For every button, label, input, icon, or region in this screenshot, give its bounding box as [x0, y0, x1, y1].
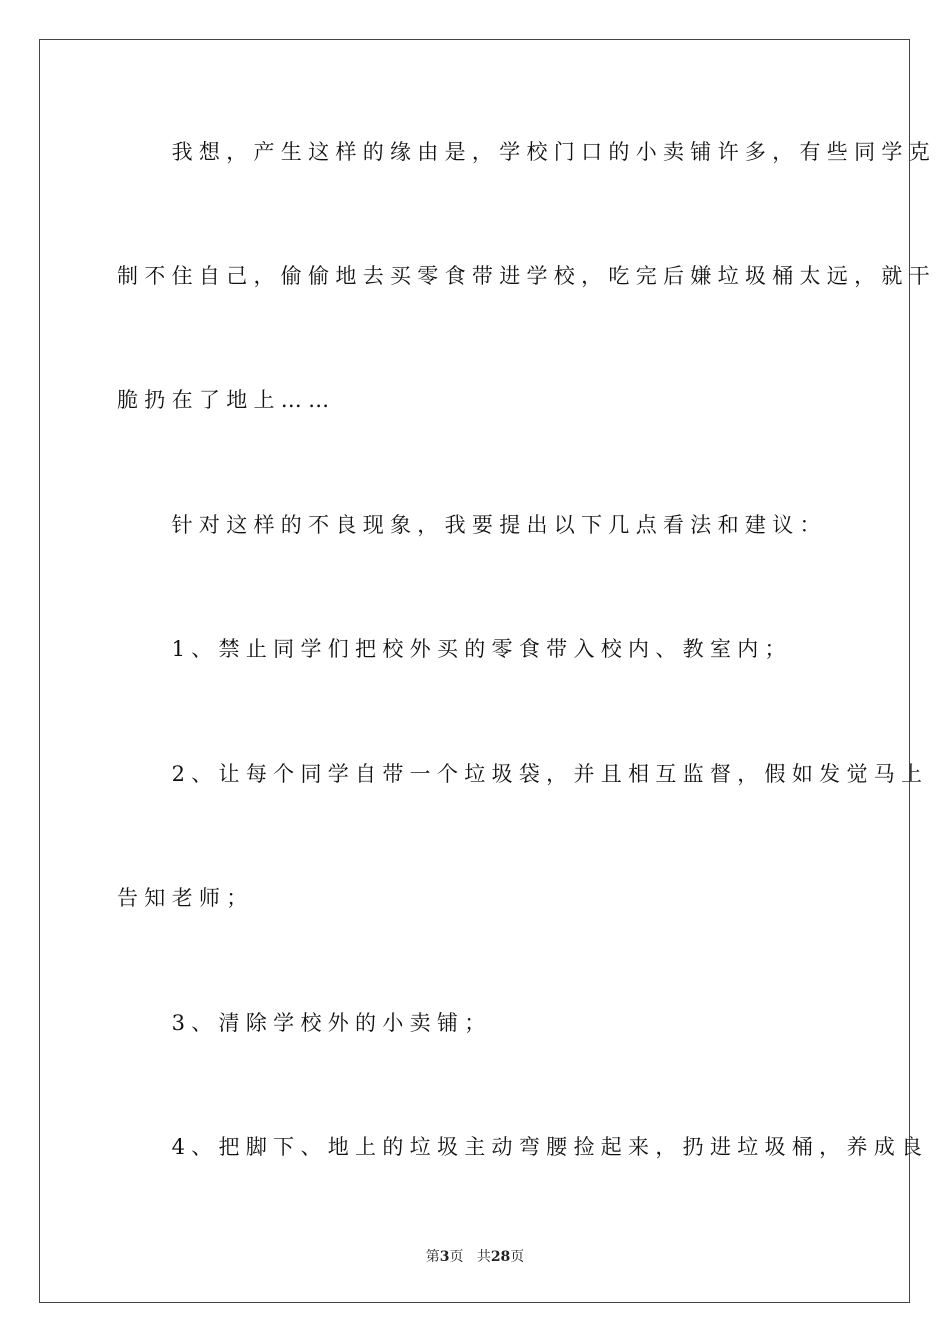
list-item-3: 3、清除学校外的小卖铺； — [117, 1011, 492, 1035]
paragraph-line-4: 针对这样的不良现象，我要提出以下几点看法和建议： — [117, 513, 827, 537]
page-prefix: 第 — [425, 1249, 440, 1265]
paragraph-line-2: 制不住自己，偷偷地去买零食带进学校，吃完后嫌垃圾桶太远，就干 — [117, 264, 936, 288]
paragraph-line-1: 我想，产生这样的缘由是，学校门口的小卖铺许多，有些同学克 — [117, 140, 936, 164]
total-prefix: 共 — [476, 1249, 491, 1265]
page-footer — [0, 1248, 950, 1266]
list-item-2-continued: 告知老师； — [117, 886, 254, 910]
list-item-1: 1、禁止同学们把校外买的零食带入校内、教室内； — [117, 637, 792, 661]
list-item-4: 4、把脚下、地上的垃圾主动弯腰捡起来，扔进垃圾桶，养成良 — [117, 1135, 929, 1159]
current-page-number: 3 — [439, 1249, 450, 1265]
page-border — [39, 39, 910, 1303]
page-suffix: 页 — [449, 1249, 464, 1265]
list-item-2: 2、让每个同学自带一个垃圾袋，并且相互监督，假如发觉马上 — [117, 762, 929, 786]
paragraph-line-3: 脆扔在了地上…… — [117, 388, 336, 412]
total-suffix: 页 — [510, 1249, 525, 1265]
total-page-number: 28 — [490, 1249, 511, 1265]
